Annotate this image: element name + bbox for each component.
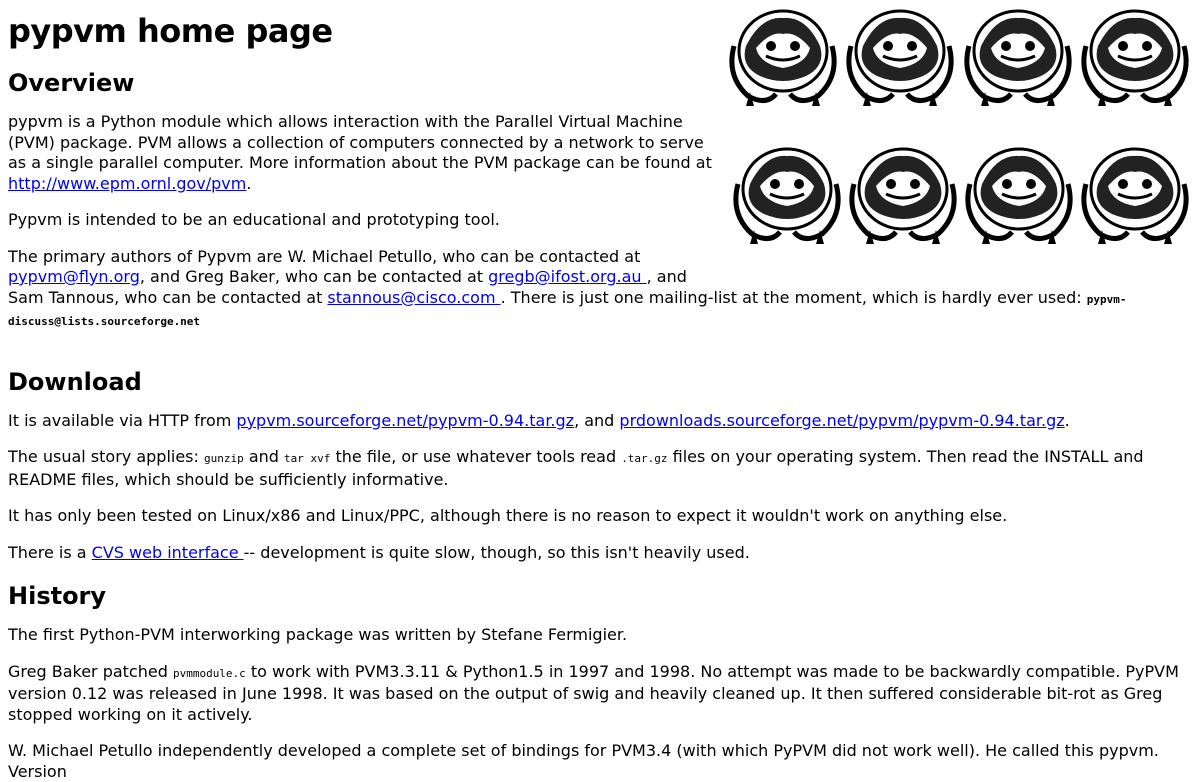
targz-code: .tar.gz [621,452,668,465]
snake-icon [843,6,957,116]
download-text: It is available via HTTP from [8,410,237,430]
prdownloads-link[interactable]: prdownloads.sourceforge.net/pypvm/pypvm-0.94.tar.gz [619,410,1065,430]
download-text: the file, or use whatever tools read [330,447,622,466]
overview-text: . [246,173,252,193]
gunzip-code: gunzip [204,452,244,465]
overview-heading: Overview [8,69,135,97]
snake-icon [846,144,960,254]
overview-paragraph-2: Pypvm is intended to be an educational and prototyping tool. [8,210,500,229]
baker-email-link[interactable]: gregb@ifost.org.au [488,267,647,286]
page-title: pypvm home page [8,12,333,50]
cvs-web-interface-link[interactable]: CVS web interface [91,542,244,562]
tar-code: tar xvf [284,452,331,465]
snake-icon [962,144,1076,254]
overview-text: , and Greg Baker, who can be contacted at [139,267,489,286]
sourceforge-download-link[interactable]: pypvm.sourceforge.net/pypvm-0.94.tar.gz [236,410,575,430]
mailing-list-address: pypvm-discuss@lists.sourceforge.net [8,292,1127,328]
download-text: files on your operating system. Then read the INSTALL and README files, which should be sufficiently informative. [8,447,1144,489]
snake-icon [730,144,844,254]
history-text: to work with PVM3.3.11 & Python1.5 in 1997 and 1998. No attempt was made to be backwardly compatible. PyPVM version 0.12 was released in June 1998. It was based on the output of swig and heavily cleaned up. It then suffered considerable bit-rot as Greg stopped working on it actively. [8,661,1179,724]
download-heading: Download [8,367,142,396]
history-text: Greg Baker patched [8,661,173,681]
history-paragraph-1: The first Python-PVM interworking package was written by Stefane Fermigier. [8,625,628,644]
download-text: The usual story applies: [8,447,204,466]
history-paragraph-3: W. Michael Petullo independently developed a complete set of bindings for PVM3.4 (with which PyPVM did not work well). He called this pypvm. Version [8,741,1159,781]
download-paragraph-2 [8,447,1188,490]
overview-text: , and Sam Tannous, who can be contacted at [8,267,687,307]
snake-row-top [726,6,1192,116]
snake-icon [726,6,840,116]
overview-text: The primary authors of Pypvm are W. Michael Petullo, who can be contacted at [8,246,641,266]
download-paragraph-3: It has only been tested on Linux/x86 and Linux/PPC, although there is no reason to expect it wouldn't work on anything else. [8,506,1008,525]
petullo-email-link[interactable]: pypvm@flyn.org [8,267,140,286]
snake-icon [1078,6,1192,116]
download-text: , and [574,410,620,430]
overview-text: pypvm is a Python module which allows interaction with the Parallel Virtual Machine (PVM) package. PVM allows a collection of computers connected by a network to serve as a single parallel computer. More information about the PVM package can be found at [8,112,712,172]
snake-row-bottom [730,144,1192,254]
download-paragraph-4 [8,543,1188,564]
overview-text: . There is just one mailing-list at the moment, which is hardly ever used: [500,287,1087,307]
history-paragraph-2 [8,662,1188,726]
snake-icon [1078,144,1192,254]
pvmmodule-code: pvmmodule.c [172,666,246,680]
history-heading: History [8,582,107,610]
download-paragraph-1 [8,411,1188,432]
download-text: . [1064,410,1070,430]
download-text: and [243,447,285,466]
tannous-email-link[interactable]: stannous@cisco.com [327,287,501,307]
download-text: There is a [8,542,92,562]
snake-icon [961,6,1075,116]
pvm-homepage-link[interactable]: http://www.epm.ornl.gov/pvm [8,173,247,193]
python-snakes-banner [726,6,1192,282]
download-text: -- development is quite slow, though, so this isn't heavily used. [243,542,750,562]
